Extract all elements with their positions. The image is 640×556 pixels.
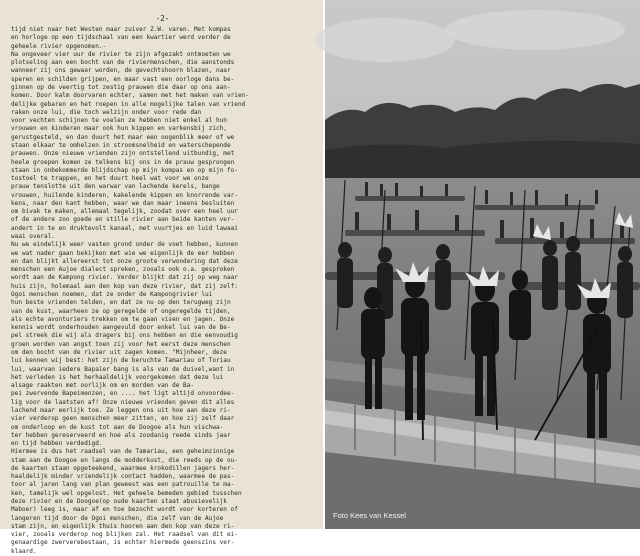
text-line: staan in onbekommerde blijdschap op mijn kompas en op mijn fo- [11,166,238,174]
text-line: tijd niet naar het Westen maar zuiver Z.W. varen. Met kompas [11,26,231,33]
text-line: we wat nader gaan bekijken met wie we eigenlijk de eer hebben [11,249,235,257]
text-line: geheele rivier opgenomen.- [11,42,107,50]
text-line: en dan blijkt allereerst tot onze groote verwondering dat deze [11,257,238,265]
text-line: toor al jaren lang van plan geweest was een patrouille te ma- [11,481,235,489]
text-line: Na ongeveer vier uur de rivier te zijn afgezakt ontmoeten we [11,50,231,58]
text-line: speren en schilden grijpen, en maar vast een oorloge dans be- [11,75,235,83]
text-line: komen. Door kalm doorvaren echter, samen met het maken van vrien- [11,92,249,100]
text-line: het verleden is het herhaaldelijk voorgekomen dat deze lui [11,373,224,381]
document-body [11,26,314,556]
text-line: stam aan de Doogoe en langs de modderkust, die reeds op de ou- [11,456,238,464]
text-line: vrouwen en kinderen maar ook hun kippen en varkensbij zich, [11,125,227,133]
text-line: Ogoi menschen noemen, dat ze onder de Kampongrivier lui [11,291,213,298]
text-line: ken, tamelijk wel opgelost. Het geheele bemeden gebied tusschen [11,489,242,497]
text-line: of de andere zoo goede en stille rivier aan beide kanten ver- [11,216,235,224]
text-line: lui kennen wij best: het zijn de beruchte Tamariau of Toriau [11,357,231,365]
text-line: ter hebben gereserveerd en hoe als zoodanig reede sinds jaar [11,431,231,439]
text-line: de kaarten staan opgeteekend, waarmee krokodillen jagers her- [11,464,235,472]
text-line: wanneer zij ons gewaar worden, de gevechtshoorn blazen, naar [11,67,231,75]
text-line: om bivak te maken, allemaal tegelijk, zoodat over een heel uur [11,208,238,216]
text-line: pei zwervende Bapeimenzen, en .... het ligt altijd onvoordee- [11,390,235,398]
text-line: en horloge op een tijdschaal van een kwartier werd verder de [11,34,231,42]
text-line: pel streek die wij als dragers bij ons hebben en die eenvoudig [11,332,238,340]
text-line: raken onze lui, die toch welzijn onder voor rede dan [11,108,202,116]
text-line: om den bocht van de rivier uit zagen komen. "Mijnheer, deze [11,348,227,356]
text-line: als echte avonturiers trekken om te gaan visen en jagen. Onze [11,315,235,323]
text-line: kennis wordt onderhouden aangevuld door enkel lui van de Be- [11,324,231,332]
photo-credit: Foto Kees van Kessel [333,511,406,520]
text-line: plotseling aan een bocht van de riviermenschen, die aanstonds [11,59,235,67]
text-line: klaard. [11,547,37,555]
text-line: en tijd hebben verdedigd. [11,440,103,448]
text-line: om onderloop en de kust tot aan de Doogoe als hun vischwa- [11,423,224,431]
text-line: vrouwen, huilende kinderen, kakelende kippen en knorrende var- [11,191,238,199]
text-line: haaldelijk minder vriendelijk contact hadden, waarmee de pas- [11,473,235,481]
text-line: voor vechten schijnen te voelen ze hebben niet enkel al hun [11,117,227,125]
photo-icon [325,0,640,529]
text-line: langeren tijd door de Ogoi menschen, die zelf van de Aujoe [11,514,224,522]
text-line: deze rivier en de Doogoe(op oude kaarten staat abusievelijk [11,498,227,506]
text-line: lig voor de laatsten af! Onze nieuwe vrienden geven dit alles [11,398,235,406]
text-line: lui, waarvan iedere Bapaier bang is als van de duivel,want in [11,365,235,373]
text-line: vier verderop geen menschen meer zitten, en hoe zij zelf daar [11,415,235,423]
text-line: groen worden van angst toen zij voor het eerst deze menschen [11,340,231,348]
text-line: wordt aan de Kampong rivier. Verder blijkt dat zij op weg naar [11,274,238,282]
text-line: prauw tenslotte uit den warwar van lachende kerels, bange [11,183,220,191]
text-line: delijke gebaren en het roepen in alle mogelijke talen van vriend [11,100,246,108]
text-line: ginnen op de veertig tot zestig prauwen die daar op ons aan- [11,83,231,91]
text-line: menschen een Aujoe dialect spreken, zooals ook o.a. gesproken [11,266,235,274]
text-line: huis zijn, holemaal aan den kop van deze rivier, dat zij zelf: [11,282,238,290]
text-line: stam zijn, en eigenlijk thuis hooren aan den kop van deze ri- [11,522,235,530]
text-line: Hiermee is dus het raadsel van de Tamariau, een geheimzinnige [11,448,235,456]
text-line: gerustgesteld, en dan duurt het maar een oogenblik meer of we [11,133,235,141]
text-line: staan elkaar te omhelzen in stroomsnelheid en waterschepende [11,141,231,149]
text-line: vier, zooals verderop nog blijken zal. Het raadsel van dit ei- [11,531,238,539]
text-line: lachend maar eerlijk toe. Ze leggen ons uit hoe aan deze ri- [11,406,231,414]
text-line: alsage raakten met oorlijk om en morden van de Ba- [11,382,195,390]
text-line: van de kust, waarheen ze op geregelde of ongeregelde tijden, [11,307,231,315]
text-line: Maboer) leeg is, maar af en toe bezocht wordt voor korteren of [11,506,238,514]
text-line: prauwen. Onze nieuwe vrienden zijn ontstellend uitbundig, met [11,150,235,158]
text-line: kens, naar den kant hebben, waar we dan maar ineens besluiten [11,199,235,207]
page-number: -2- [155,14,170,23]
historical-photo [325,0,640,529]
text-line: heele groepen komen ze telkens bij ons in de prauw gesprongen [11,158,235,166]
text-line: tostoel te trappen, en het duurt heel wat voor we onze [11,175,209,183]
text-line: waai overal. [11,233,55,241]
text-line: genaardige zwerverebestaan, is echter hiermede geenszins ver- [11,539,235,547]
text-line: hun beste vrienden telden, en dat ze nu op den terugweg zijn [11,299,231,307]
text-line: andert in te en druktevolt kanaal, met vuurtjes en luid lawaai [11,224,238,232]
text-line: Nu we eindelijk weer vasten grond onder de voet hebben, kunnen [11,241,238,249]
